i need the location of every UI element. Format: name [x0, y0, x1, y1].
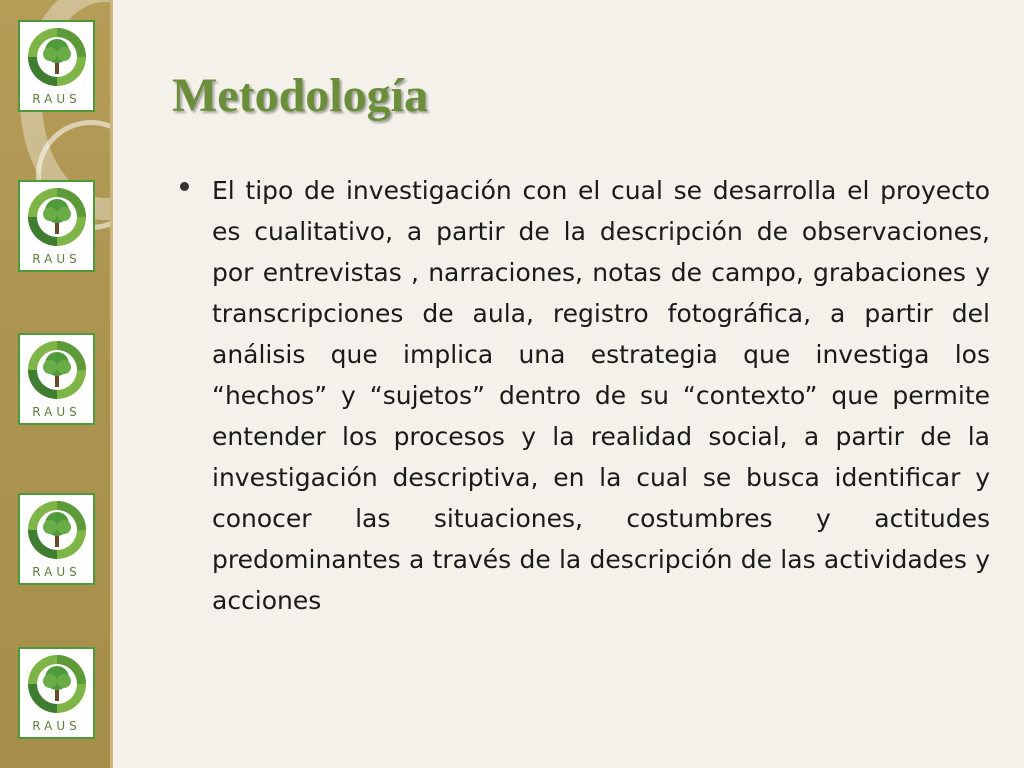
- sidebar-edge: [110, 0, 113, 768]
- raus-logo: [18, 333, 95, 425]
- bullet-icon: [180, 182, 189, 191]
- logo-text: RAUS: [32, 565, 81, 579]
- sidebar: [0, 0, 113, 768]
- raus-logo: [18, 20, 95, 112]
- logo-text: RAUS: [32, 719, 81, 733]
- tree-puzzle-icon: [26, 653, 88, 715]
- tree-puzzle-icon: [26, 339, 88, 401]
- tree-puzzle-icon: [26, 499, 88, 561]
- tree-puzzle-icon: [26, 26, 88, 88]
- logo-text: RAUS: [32, 405, 81, 419]
- logo-text: RAUS: [32, 252, 81, 266]
- logo-text: RAUS: [32, 92, 81, 106]
- slide-title: Metodología: [172, 69, 428, 122]
- raus-logo: [18, 647, 95, 739]
- tree-puzzle-icon: [26, 186, 88, 248]
- raus-logo: [18, 180, 95, 272]
- bullet-text: El tipo de investigación con el cual se desarrolla el proyecto es cualitativo, a partir de la descripción de observaciones, por entrevistas , narraciones, notas de campo, grabaciones y transcripciones de aula, registro fotográfica, a partir del análisis que implica una estrategia que investiga los “hechos” y “sujetos” dentro de su “contexto” que permite entender los procesos y la realidad social, a partir de la investigación descriptiva, en la cual se busca identificar y conocer las situaciones, costumbres y actitudes predominantes a través de la descripción de las actividades y acciones: [212, 176, 990, 615]
- raus-logo: [18, 493, 95, 585]
